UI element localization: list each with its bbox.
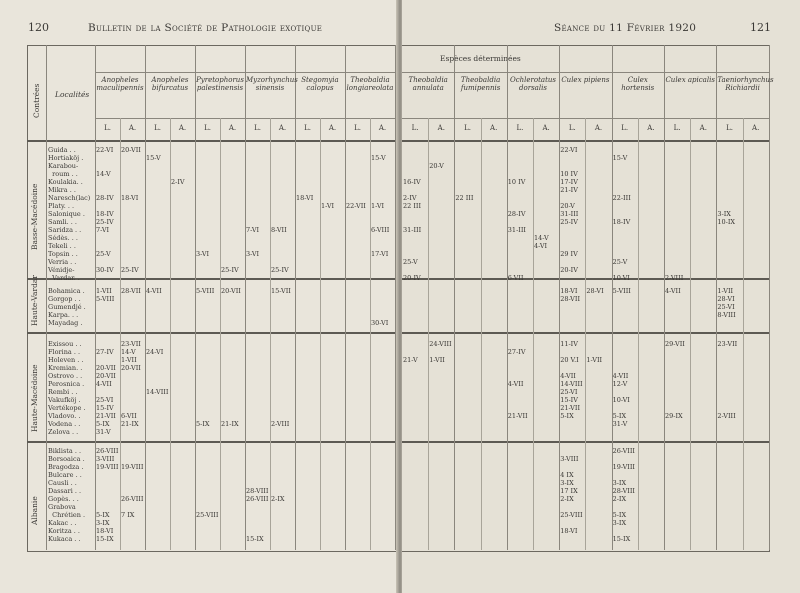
species-header: Stegomyia calopus [301,76,339,92]
data-cell: 24-VIII 1-VII [429,340,452,364]
page-number-right: 121 [750,21,771,34]
subheader-larva: L. [304,124,311,132]
data-cell: 18-VI 28-VII [560,287,581,303]
subheader-larva: L. [411,124,419,132]
data-cell: 2-VIII [665,274,684,282]
data-cell: 20-V [429,162,444,170]
data-cell: 1-VI [321,202,335,210]
data-cell: 15-V [146,154,161,162]
data-cell: 21-IX [221,420,239,428]
subheader-adult: A. [437,124,445,132]
data-cell: 16-IV 2-IV 22 III 31-III 25-V 20-IV [403,178,422,282]
left-page [0,0,398,593]
species-header: Theobaldia annulata [408,76,448,92]
data-cell: 26-VIII 19-VIII 3-IX 28-VIII 2-IX 5-IX 3-IX 15-IX [612,447,635,543]
subheader-larva: L. [726,124,733,132]
species-header: Theobaldia fumipennis [460,76,501,92]
localities-albanie: Biklista . . Borsoaica . Bragodza . Bulcare . . Causli . . Dassari . . Gopès. . . Grabova Chrétien . Kakac . . Koritza . . Kukaca . . [48,447,86,543]
data-cell: 28-VI [586,287,604,295]
region-basse-macedoine: Basse-Macédoine [30,183,39,250]
localities-haute-macedoine: Exissou . . Florina . . Holeven . . Kremian. . Ostrovo . . Perosnica . Rembi . . Vakufköj . Vertékope . Vladovo. . Vodena . . Zelova . . [48,340,86,436]
subheader-larva: L. [204,124,211,132]
data-cell: 26-VIII 3-VIII 19-VIII 5-IX 3-IX 18-VI 15-IX [96,447,119,543]
species-header: Culex hortensis [621,76,655,92]
subheader-adult: A. [542,124,550,132]
running-head-left: Bulletin de la Société de Pathologie exotique [88,22,323,34]
data-cell: 14-V 4-VI [534,234,549,250]
data-cell: 30-VI [371,319,389,327]
data-cell: 1-VII 5-VIII [96,287,115,303]
data-cell: 27-IV 20-VII 20-VII 4-VII 25-VI 15-IV 21-VII 5-IX 31-V [96,348,116,436]
data-cell: 8-VII 25-IV [271,226,289,274]
data-cell: 22-VI 10 IV 17-IV 21-IV 20-V 31-III 25-IV 29 IV 20-IV [560,146,579,274]
especes-header: Espèces déterminées [440,54,521,63]
data-cell: 11-IV 20 V.I 4-VII 14-VIII 25-VI 15-IV 21-VII 5-IX [560,340,583,420]
species-header: Myzorhynchus sinensis [246,76,298,92]
data-cell: 19-VIII 26-VIII 7 IX [121,463,144,519]
column-half-divider [743,118,744,550]
subheader-adult: A. [594,124,603,132]
column-half-divider [638,118,639,550]
subheader-adult: A. [752,124,760,132]
data-cell: 5-IX [196,420,210,428]
data-cell: 5-VIII [612,287,631,295]
column-divider [454,45,455,550]
data-cell: 4-VII [665,287,681,295]
data-cell: 2-VIII [271,420,290,428]
data-cell: 22-VII [346,202,366,210]
data-cell: 15-V 1-VI 6-VIII 17-VI [371,154,390,258]
data-cell: 23-VII 2-VIII [717,340,738,420]
column-half-divider [428,118,429,550]
col-header-contrees: Contrées [32,83,41,118]
subheader-larva: L. [104,124,111,132]
subheader-adult: A. [699,124,707,132]
data-cell: 1-VII 28-VI 25-VI 8-VIII [717,287,736,319]
data-cell: 20-VII [221,287,241,295]
data-cell: 18-VI [296,194,314,202]
data-cell: 22 III [455,194,474,202]
species-header: Ochlerotatus dorsalis [509,76,556,92]
column-divider [664,45,665,550]
localities-haute-vardar: Bohamica . Gorgop . . Gumendjé . Karpa. . . Mayadag . [48,287,86,327]
right-page [402,0,800,593]
data-cell: 24-VI 14-VIII [146,348,169,396]
subheader-larva: L. [254,124,261,132]
subheader-adult: A. [128,124,137,132]
column-half-divider [690,118,691,550]
subheader-adult: A. [378,124,387,132]
species-header: Culex apicalis [665,76,715,84]
species-header: Anopheles bifurcatus [151,76,189,92]
species-header: Taeniorhynchus Richiardii [717,76,774,92]
data-cell: 21-V [403,356,418,364]
data-cell: 23-VII 14-V 1-VII 20-VII 6-VII 21-IX [121,340,141,428]
data-cell: 25-VIII [196,511,219,519]
subheader-adult: A. [228,124,237,132]
column-divider [295,45,296,550]
data-cell: 15-VII [271,287,291,295]
data-cell: 28-VII [121,287,141,295]
species-header: Anopheles maculipennis [96,76,144,92]
species-header: Pyretophorus palestinensis [196,76,244,92]
localities-basse-macedoine: Guida . . Hortiaköj . Karabou- roum . . Koulakia. . Mikra . . Naresch(lac) Platy. . . Salonique . Samli. . . Saridza . . Sédès. . . Tekeli . . Topsin . . Verria . . Vénidje- Vardar. . [48,146,91,282]
region-haute-vardar: Haute-Vardar [30,275,39,326]
running-head-right: Séance du 11 Février 1920 [554,22,697,34]
data-cell: 3-VIII 4 IX 3-IX 17 IX 2-IX 25-VIII 18-VI [560,455,583,535]
column-divider [769,45,770,550]
subheader-adult: A. [328,124,337,132]
data-cell: 2-IV [171,178,185,186]
species-header: Theobaldia longiareolata [346,76,394,92]
data-cell: 7-VI 3-VI [246,226,260,258]
subheader-adult: A. [278,124,287,132]
subheader-larva: L. [673,124,681,132]
subheader-larva: L. [621,124,629,132]
data-cell: 28-VIII 26-VIII 15-IX [246,487,269,543]
data-cell: 4-VII [146,287,162,295]
data-cell: 5-VIII [196,287,215,295]
subheader-adult: A. [647,124,655,132]
column-half-divider [585,118,586,550]
subheader-adult: A. [490,124,498,132]
data-cell: 3-IX 10-IX [717,210,736,226]
region-albanie: Albanie [30,496,39,525]
region-haute-macedoine: Haute-Macédoine [30,364,39,432]
data-cell: 3-VI [196,250,210,258]
data-cell: 10 IV 28-IV 31-III 6-VII [507,178,526,282]
subheader-larva: L. [568,124,576,132]
data-cell: 1-VII [586,356,603,364]
column-divider [145,45,146,550]
species-header: Culex pipiens [561,76,610,84]
data-cell: 29-VII 29-IX [665,340,685,420]
subheader-larva: L. [354,124,361,132]
subheader-larva: L. [464,124,471,132]
column-divider [345,45,346,550]
data-cell: 22-VI 14-V 28-IV 18-IV 25-IV 7-VI 25-V 30-IV [96,146,114,274]
col-header-localites: Localités [55,90,90,99]
subheader-larva: L. [154,124,161,132]
data-cell: 25-IV [221,266,239,274]
data-cell: 4-VII 12-V 10-VI 5-IX 31-V [612,372,630,428]
data-cell: 15-V 22-III 18-IV 25-V 10-VI [612,154,631,282]
column-half-divider [481,118,482,550]
data-cell: 2-IX [271,495,285,503]
column-divider [507,45,508,550]
data-cell: 20-VII 18-VI 25-IV [121,146,141,274]
data-cell: 27-IV 4-VII 21-VII [507,348,528,420]
subheader-adult: A. [178,124,187,132]
page-number-left: 120 [28,21,49,34]
subheader-larva: L. [516,124,524,132]
